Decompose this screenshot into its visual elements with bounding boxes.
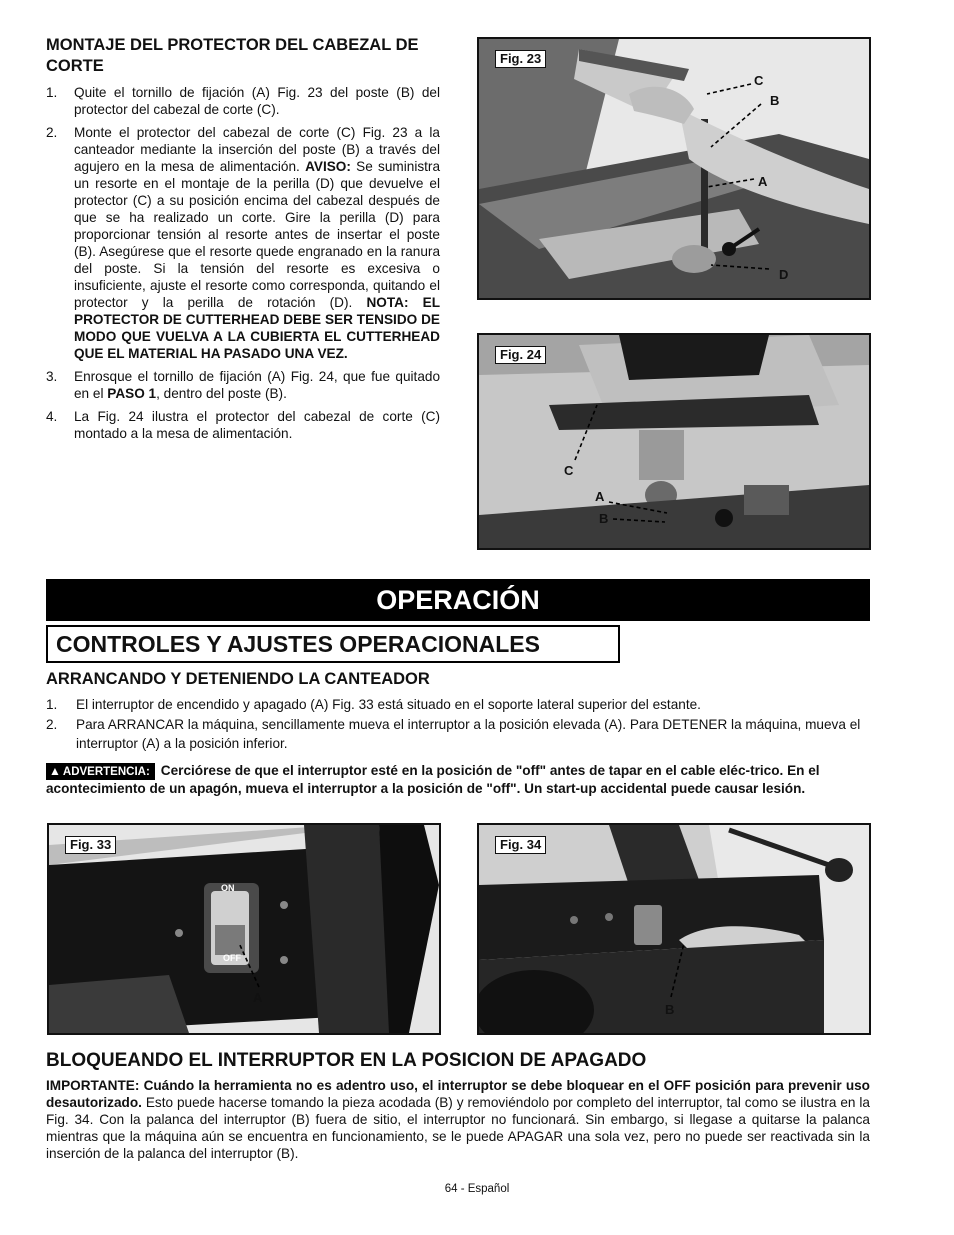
aviso-label: AVISO: <box>305 159 351 174</box>
arrancando-step-2: 2. Para ARRANCAR la máquina, sencillamente mueva el interruptor a la posición elevada (A). Para DETENER la máquina, mueva el interruptor (A) a la posición inferior. <box>46 717 861 751</box>
figure-23-callout-lines <box>479 39 869 298</box>
fig23-callout-d: D <box>779 267 789 282</box>
switch-off-text: OFF <box>223 953 241 963</box>
controles-subheading: CONTROLES Y AJUSTES OPERACIONALES <box>46 625 620 663</box>
montaje-step-1: 1. Quite el tornillo de fijación (A) Fig. 23 del poste (B) del protector del cabezal de corte (C). <box>46 85 440 117</box>
figure-23-label: Fig. 23 <box>495 50 546 68</box>
montaje-step-4: 4. La Fig. 24 ilustra el protector del cabezal de corte (C) montado a la mesa de alimentación. <box>46 409 440 441</box>
section-montaje <box>46 35 440 448</box>
warning-badge: ▲ ADVERTENCIA: <box>46 763 155 780</box>
fig33-callout-a: A <box>253 990 263 1005</box>
page-footer: 64 - Español <box>444 1183 510 1195</box>
figure-34 <box>477 823 871 1035</box>
fig23-callout-c: C <box>754 73 764 88</box>
switch-on-text: ON <box>221 883 235 893</box>
section-montaje-title: MONTAJE DEL PROTECTOR DEL CABEZAL DE CORTE <box>46 36 419 75</box>
figure-34-label: Fig. 34 <box>495 836 546 854</box>
figure-23 <box>477 37 871 300</box>
fig23-callout-a: A <box>758 174 768 189</box>
section-bloqueando-title: BLOQUEANDO EL INTERRUPTOR EN LA POSICION DE APAGADO <box>46 1050 647 1071</box>
section-arrancando <box>46 669 870 797</box>
nota-text: NOTA: EL PROTECTOR DE CUTTERHEAD DEBE SER TENSIDO DE MODO QUE VUELVA A LA CUBIERTA EL CUTTERHEAD QUE EL MATERIAL HA PASADO UNA VEZ. <box>74 295 440 361</box>
montaje-step-2: 2. Monte el protector del cabezal de corte (C) Fig. 23 a la canteador mediante la inserción del poste (B) a través del agujero en la mesa de alimentación. AVISO: Se suministra un resorte en el montaje de la perilla (D) que devuelve el protector (C) a su posición encima del cabezal después de que se ha realizado un corte. Gire la perilla (D) para proporcionar tensión al resorte antes de insertar el poste (B). Asegúrese que el resorte quede engranado en la ranura del poste. Si la tensión del resorte es excesiva o insuficiente, ajuste el resorte como corresponda, quitando el protector y la perilla de rotación (D). NOTA: EL PROTECTOR DE CUTTERHEAD DEBE SER TENSIDO DE MODO QUE VUELVA A LA CUBIERTA EL CUTTERHEAD QUE EL MATERIAL HA PASADO UNA VEZ. <box>46 125 441 361</box>
warning-triangle-icon: ▲ <box>49 764 61 778</box>
fig23-callout-b: B <box>770 93 780 108</box>
section-bloqueando <box>46 1050 870 1162</box>
montaje-steps <box>46 84 440 442</box>
warning-paragraph: ▲ ADVERTENCIA: Cerciórese de que el interruptor esté en la posición de "off" antes de tapar en el cable eléc-trico. En el acontecimiento de un apagón, mueva el interruptor a la posición de "off". Un start-up accidental puede causar lesión. <box>46 763 820 796</box>
arrancando-step-1: 1. El interruptor de encendido y apagado (A) Fig. 33 está situado en el soporte lateral superior del estante. <box>46 697 701 712</box>
figure-24-callout-lines <box>479 335 869 548</box>
arrancando-steps <box>46 696 870 753</box>
figure-24-label: Fig. 24 <box>495 346 546 364</box>
fig24-callout-a: A <box>595 489 605 504</box>
fig24-callout-b: B <box>599 511 609 526</box>
bloqueando-paragraph: IMPORTANTE: Cuándo la herramienta no es adentro uso, el interruptor se debe bloquear en el OFF posición para prevenir uso desautorizado. Esto puede hacerse tomando la pieza acodada (B) y removiéndolo por completo del interruptor, tal como se ilustra en la Fig. 34. Con la palanca del interruptor (B) fuera de sitio, el interruptor no funcionará. Sin embargo, si llegase a quitarse la palanca mientras que la máquina aún se encuentra en funcionamiento, se le puede APAGAR una sola vez, pero no puede ser reactivada sin la inserción de la palanca del interruptor (B). <box>46 1078 870 1161</box>
figure-33 <box>47 823 441 1035</box>
section-arrancando-title: ARRANCANDO Y DETENIENDO LA CANTEADOR <box>46 670 430 688</box>
figure-24 <box>477 333 871 550</box>
operacion-banner: OPERACIÓN <box>46 579 870 621</box>
fig24-callout-c: C <box>564 463 574 478</box>
figure-33-callout-lines <box>49 825 439 1033</box>
figure-33-label: Fig. 33 <box>65 836 116 854</box>
fig34-callout-b: B <box>665 1002 675 1017</box>
montaje-step-3: 3. Enrosque el tornillo de fijación (A) Fig. 24, que fue quitado en el PASO 1, dentro del poste (B). <box>46 369 440 401</box>
